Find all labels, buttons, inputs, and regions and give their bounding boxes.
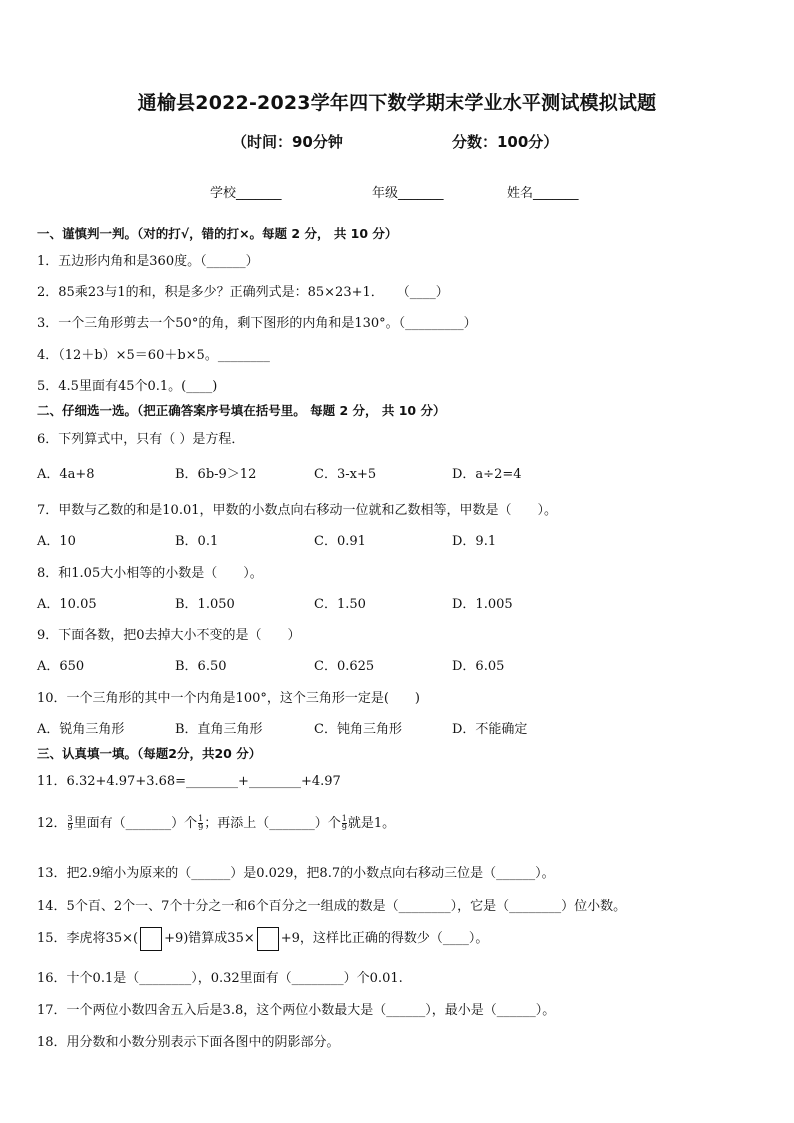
question-1: 1．五边形内角和是360度。（______） xyxy=(37,254,259,269)
question-18: 18．用分数和小数分别表示下面各图中的阴影部分。 xyxy=(37,1035,340,1050)
section-heading-3: 三、认真填一填。（每题2分，共20 分） xyxy=(37,746,262,761)
question-2: 2．85乘23与1的和，积是多少？正确列式是：85×23+1． （____） xyxy=(37,285,449,300)
frac-denominator: 9 xyxy=(198,823,204,832)
q8-option-b[interactable]: B．1.050 xyxy=(175,597,235,612)
q10-option-c[interactable]: C．钝角三角形 xyxy=(314,722,402,737)
exam-time: （时间：90分钟 xyxy=(232,133,343,151)
q6-option-a[interactable]: A．4a+8 xyxy=(37,467,95,482)
question-8: 8．和1.05大小相等的小数是（ ）。 xyxy=(37,566,263,581)
question-11: 11．6.32+4.97+3.68=________+________+4.97 xyxy=(37,774,341,789)
answer-box[interactable] xyxy=(257,927,279,951)
q9-option-d[interactable]: D．6.05 xyxy=(452,659,505,674)
exam-score: 分数：100分） xyxy=(452,133,559,151)
q15-part1: 15．李虎将35×( xyxy=(37,931,139,946)
q10-option-a[interactable]: A．锐角三角形 xyxy=(37,722,125,737)
q15-part3: +9，这样比正确的得数少（____）。 xyxy=(280,931,489,946)
answer-box[interactable] xyxy=(140,927,162,951)
question-9: 9．下面各数，把0去掉大小不变的是（ ） xyxy=(37,628,301,643)
section-heading-1: 一、谨慎判一判。（对的打√，错的打×。每题 2 分， 共 10 分） xyxy=(37,226,398,241)
q15-part2: +9)错算成35× xyxy=(164,931,255,946)
q8-option-d[interactable]: D．1.005 xyxy=(452,597,513,612)
question-6: 6．下列算式中，只有（ ）是方程． xyxy=(37,432,245,447)
q6-option-c[interactable]: C．3-x+5 xyxy=(314,467,377,482)
frac-denominator: 9 xyxy=(67,823,73,832)
section-heading-2: 二、仔细选一选。（把正确答案序号填在括号里。 每题 2 分， 共 10 分） xyxy=(37,403,446,418)
frac-numerator: 1 xyxy=(198,814,204,823)
question-10: 10．一个三角形的其中一个内角是100°，这个三角形一定是( ) xyxy=(37,691,420,706)
question-3: 3．一个三角形剪去一个50°的角，剩下图形的内角和是130°。（_________） xyxy=(37,316,477,331)
grade-field[interactable]: 年级_______ xyxy=(372,186,444,201)
fraction-3-9 xyxy=(68,815,73,832)
q10-option-d[interactable]: D．不能确定 xyxy=(452,722,528,737)
question-7: 7．甲数与乙数的和是10.01，甲数的小数点向右移动一位就和乙数相等，甲数是（ ）。 xyxy=(37,503,557,518)
fraction-1-9 xyxy=(198,815,203,832)
q8-option-c[interactable]: C．1.50 xyxy=(314,597,366,612)
question-15 xyxy=(37,926,488,952)
frac-numerator: 3 xyxy=(67,814,73,823)
name-field[interactable]: 姓名_______ xyxy=(507,186,579,201)
frac-denominator: 9 xyxy=(341,823,347,832)
q12-mid2: ；再添上（_______）个 xyxy=(204,816,341,831)
question-14: 14．5个百、2个一、7个十分之一和6个百分之一组成的数是（________），它是（________）位小数。 xyxy=(37,899,627,914)
question-13: 13．把2.9缩小为原来的（______）是0.029，把8.7的小数点向右移动三位是（______）。 xyxy=(37,866,555,881)
q7-option-c[interactable]: C．0.91 xyxy=(314,534,366,549)
page-title: 通榆县2022-2023学年四下数学期末学业水平测试模拟试题 xyxy=(137,92,657,114)
q8-option-a[interactable]: A．10.05 xyxy=(37,597,97,612)
q10-option-b[interactable]: B．直角三角形 xyxy=(175,722,263,737)
question-12 xyxy=(37,812,395,832)
q12-prefix: 12． xyxy=(37,816,67,831)
question-17: 17．一个两位小数四舍五入后是3.8，这个两位小数最大是（______），最小是（______）。 xyxy=(37,1003,556,1018)
question-4: 4．（12＋b）×5＝60＋b×5。________ xyxy=(37,348,270,363)
frac-numerator: 1 xyxy=(341,814,347,823)
q12-mid1: 里面有（_______）个 xyxy=(73,816,198,831)
q6-option-d[interactable]: D．a÷2=4 xyxy=(452,467,522,482)
q7-option-b[interactable]: B．0.1 xyxy=(175,534,219,549)
question-16: 16．十个0.1是（________），0.32里面有（________）个0.01. xyxy=(37,971,403,986)
school-field[interactable]: 学校_______ xyxy=(210,186,282,201)
question-5: 5．4.5里面有45个0.1。(____) xyxy=(37,379,218,394)
q12-suffix: 就是1。 xyxy=(347,816,396,831)
fraction-1-9 xyxy=(342,815,347,832)
q9-option-b[interactable]: B．6.50 xyxy=(175,659,227,674)
q7-option-d[interactable]: D．9.1 xyxy=(452,534,497,549)
q7-option-a[interactable]: A．10 xyxy=(37,534,76,549)
q6-option-b[interactable]: B．6b-9＞12 xyxy=(175,467,257,482)
q9-option-a[interactable]: A．650 xyxy=(37,659,85,674)
q9-option-c[interactable]: C．0.625 xyxy=(314,659,375,674)
